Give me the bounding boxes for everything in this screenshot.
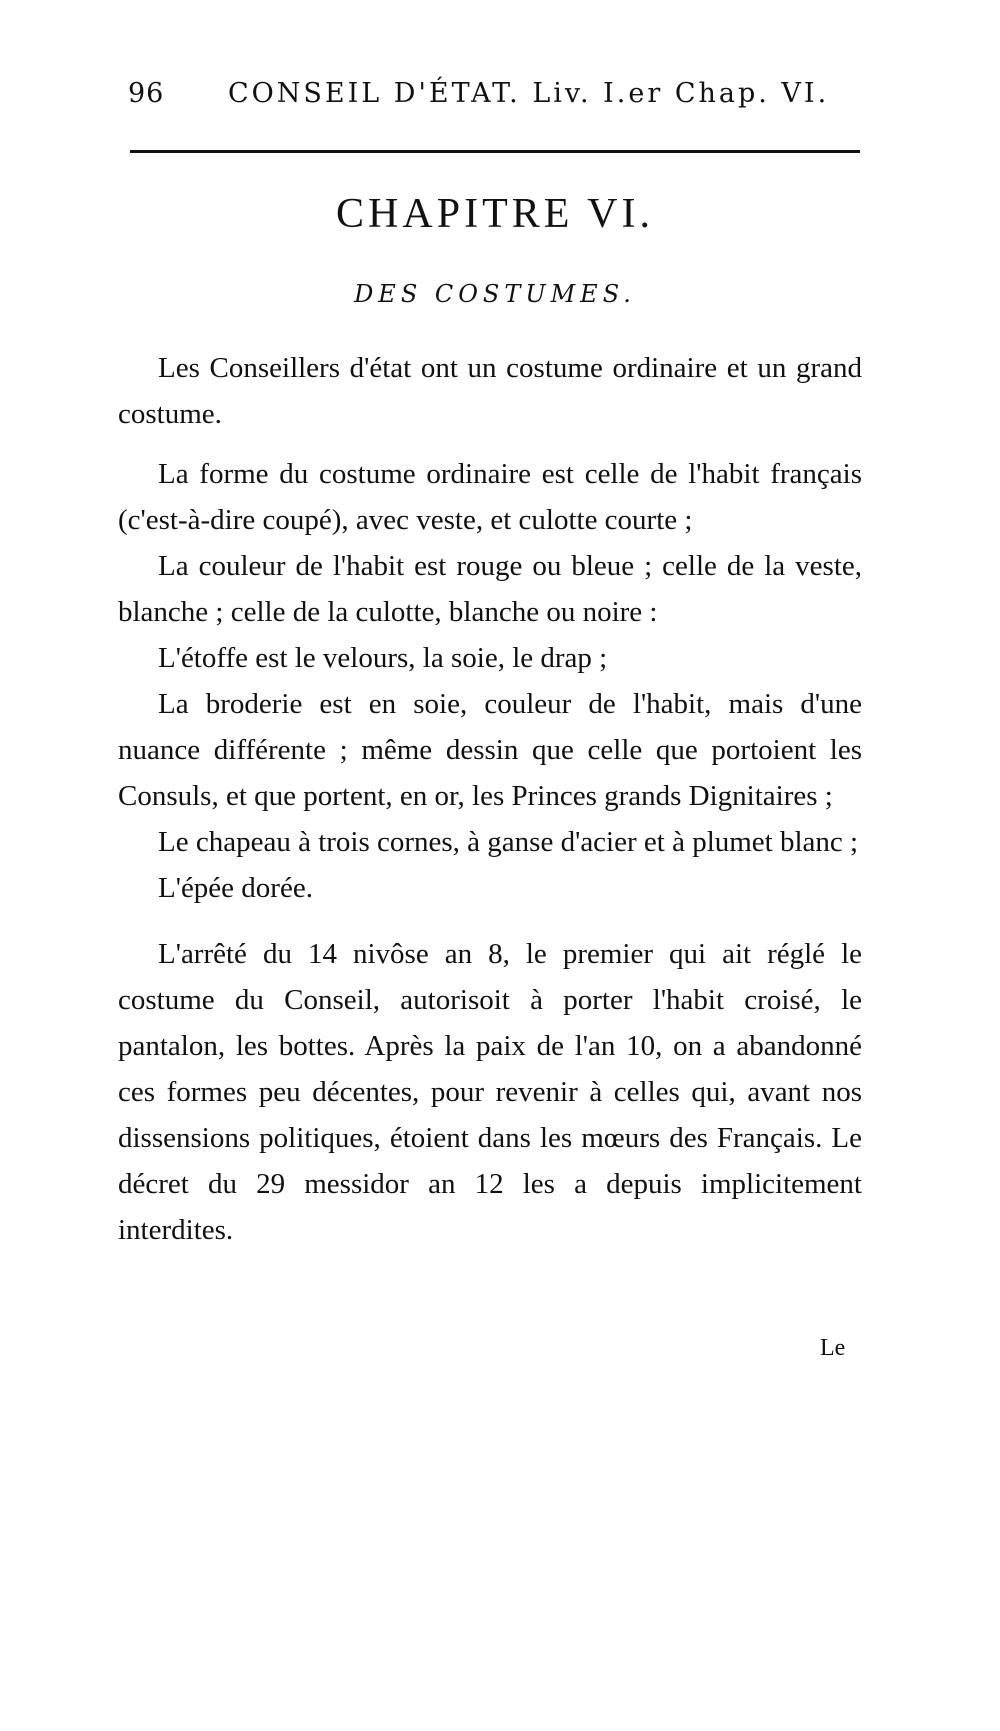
paragraph: L'arrêté du 14 nivôse an 8, le premier qui ait réglé le costume du Conseil, autorisoit à porter l'habit croisé, le pantalon, les bottes. Après la paix de l'an 10, on a abandonné ces formes peu décentes, pour revenir à celles qui, avant nos dissensions politiques, étoient dans les mœurs des Français. Le décret du 29 messidor an 12 les a depuis implicitement interdites. <box>118 938 862 1246</box>
running-title: CONSEIL D'ÉTAT. Liv. I.er Chap. VI. <box>228 78 830 109</box>
section-title: DES COSTUMES. <box>354 280 636 308</box>
paragraph: L'épée dorée. <box>158 872 313 904</box>
paragraph: Le chapeau à trois cornes, à ganse d'acier et à plumet blanc ; <box>158 826 859 858</box>
paragraph: L'étoffe est le velours, la soie, le drap ; <box>158 642 608 674</box>
paragraph: Les Conseillers d'état ont un costume ordinaire et un grand costume. <box>118 352 862 430</box>
chapter-title: CHAPITRE VI. <box>336 191 654 237</box>
catchword: Le <box>820 1335 846 1361</box>
page-number: 96 <box>128 78 165 109</box>
paragraph: La couleur de l'habit est rouge ou bleue ; celle de la veste, blanche ; celle de la culotte, blanche ou noire : <box>118 550 862 628</box>
paragraph: La forme du costume ordinaire est celle de l'habit français (c'est-à-dire coupé), avec veste, et culotte courte ; <box>118 458 862 536</box>
body-text <box>118 345 862 1253</box>
header-rule <box>130 150 860 153</box>
paragraph: La broderie est en soie, couleur de l'habit, mais d'une nuance différente ; même dessin que celle que portoient les Consuls, et que portent, en or, les Princes grands Dignitaires ; <box>118 688 862 812</box>
running-head <box>128 78 858 118</box>
